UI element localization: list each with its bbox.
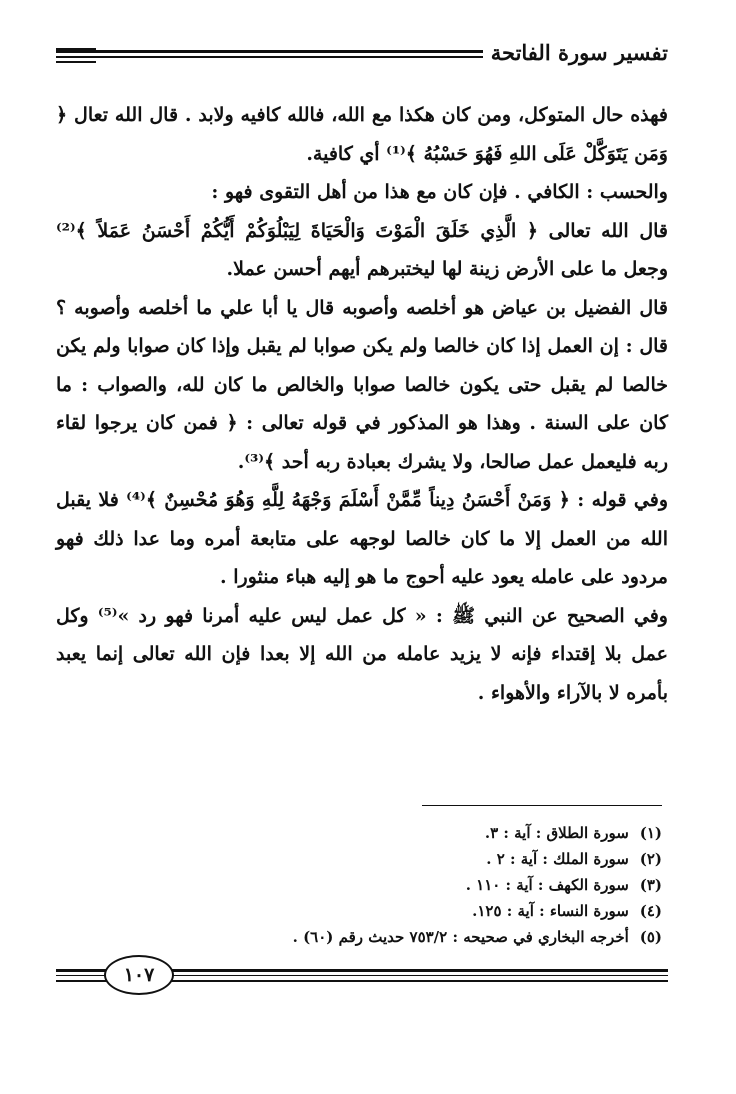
footnote-3 — [122, 872, 662, 898]
paragraph-4: قال الفضيل بن عياض هو أخلصه وأصوبه قال يا أبا علي ما أخلصه وأصوبه ؟ قال : إن العمل إذا كان خالصا ولم يكن صوابا لم يقبل وإذا كان صوابا ولم يكن خالصا لم يقبل حتى يكون خالصا صوابا والخالص ما كان لله، والصواب : ما كان على السنة . وهذا هو المذكور في قوله تعالى : ﴿ فمن كان يرجوا لقاء ربه فليعمل عمل صالحا، ولا يشرك بعبادة ربه أحد ﴾⁽³⁾. — [56, 296, 668, 473]
header-rule-thin — [56, 56, 526, 58]
footnote-text: سورة الملك : آية : ٢ . — [486, 850, 629, 868]
header-title: تفسير سورة الفاتحة — [483, 38, 668, 68]
header-rule — [56, 50, 526, 53]
paragraph-5: وفي قوله : ﴿ وَمَنْ أَحْسَنُ دِيناً مِّمَّنْ أَسْلَمَ وَجْهَهُ لِلَّهِ وَهُوَ مُحْسِنٌ ﴾⁽⁴⁾ فلا يقبل الله من العمل إلا ما كان خالصا لوجهه على متابعة أمره وما عدا ذلك فهو مردود على عامله يعود عليه أحوج ما هو إليه هباء منثورا . — [56, 489, 668, 588]
footnote-number: (٥) — [639, 928, 662, 946]
footnote-2 — [122, 846, 662, 872]
footnote-number: (٣) — [639, 876, 662, 894]
running-header — [56, 38, 668, 68]
footnote-5 — [122, 924, 662, 950]
page-footer — [56, 955, 668, 995]
main-text — [56, 96, 668, 712]
paragraph-3: قال الله تعالى ﴿ الَّذِي خَلَقَ الْمَوْتَ وَالْحَيَاةَ لِيَبْلُوَكُمْ أَيُّكُمْ أَحْسَنُ عَمَلاً ﴾⁽²⁾ وجعل ما على الأرض زينة لها ليختبرهم أيهم أحسن عملا. — [56, 219, 668, 280]
paragraph-2: والحسب : الكافي . فإن كان مع هذا من أهل التقوى فهو : — [211, 181, 668, 203]
footnote-4 — [122, 898, 662, 924]
footnote-1 — [122, 820, 662, 846]
footnotes — [122, 820, 662, 950]
paragraph-6: وفي الصحيح عن النبي ﷺ : « كل عمل ليس عليه أمرنا فهو رد »⁽⁵⁾ وكل عمل بلا إقتداء فإنه لا يزيد عامله من الله إلا بعدا فإن الله تعالى إنما يعبد بأمره لا بالآراء والأهواء . — [56, 604, 668, 704]
footnote-separator — [422, 805, 662, 806]
footnote-text: أخرجه البخاري في صحيحه : ٧٥٣/٢ حديث رقم (٦٠) . — [292, 928, 629, 946]
footnote-number: (٢) — [639, 850, 662, 868]
page-number: ١٠٧ — [104, 955, 174, 995]
footnote-text: سورة الطلاق : آية : ٣. — [484, 824, 629, 842]
footnote-number: (٤) — [639, 902, 662, 920]
footnote-text: سورة الكهف : آية : ١١٠ . — [465, 876, 629, 894]
paragraph-1: فهذه حال المتوكل، ومن كان هكذا مع الله، فالله كافيه ولابد . قال الله تعال ﴿ وَمَن يَتَوَكَّلْ عَلَى اللهِ فَهُوَ حَسْبُهُ ﴾⁽¹⁾ أي كافية. — [56, 104, 668, 165]
footnote-number: (١) — [639, 824, 662, 842]
footnote-text: سورة النساء : آية : ١٢٥. — [472, 902, 629, 920]
